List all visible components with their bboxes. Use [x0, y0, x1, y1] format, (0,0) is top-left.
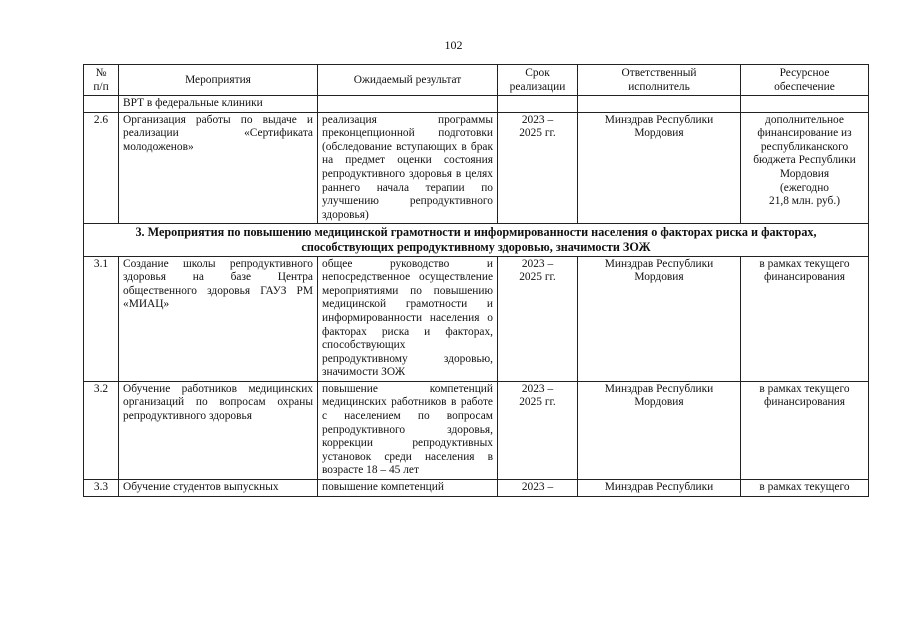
cell-resource: в рамках текущего финансирования [741, 381, 869, 479]
cell-activity: Создание школы репродуктивного здоровья на базе Центра общественного здоровья ГАУЗ РМ «МИАЦ» [119, 256, 318, 381]
cell-activity: ВРТ в федеральные клиники [119, 96, 318, 113]
page-number: 102 [444, 38, 463, 52]
header-executor: Ответственный исполнитель [578, 65, 741, 96]
cell-executor: Минздрав Республики Мордовия [578, 112, 741, 224]
cell-executor [578, 96, 741, 113]
table-row [84, 381, 869, 479]
cell-term: 2023 – 2025 гг. [498, 381, 578, 479]
header-resource: Ресурсное обеспечение [741, 65, 869, 96]
cell-number [84, 96, 119, 113]
cell-term: 2023 – [498, 480, 578, 497]
table-row [84, 256, 869, 381]
table-row [84, 480, 869, 497]
measures-table [83, 64, 869, 497]
cell-result: реализация программы преконцепционной подготовки (обследование вступающих в брак на предмет оценки состояния репродуктивного здоровья в целях раннего начала терапии по улучшению репродуктивного здоровья) [318, 112, 498, 224]
cell-number: 2.6 [84, 112, 119, 224]
cell-resource: в рамках текущего финансирования [741, 256, 869, 381]
header-activity: Мероприятия [119, 65, 318, 96]
cell-result: общее руководство и непосредственное осуществление мероприятиями по повышению медицинской грамотности и информированности населения о факторах риска и факторах, способствующих репродуктивному здоровью, значимости ЗОЖ [318, 256, 498, 381]
cell-resource [741, 96, 869, 113]
header-result: Ожидаемый результат [318, 65, 498, 96]
cell-number: 3.2 [84, 381, 119, 479]
cell-resource: дополнительное финансирование из республиканского бюджета Республики Мордовия (ежегодно 21,8 млн. руб.) [741, 112, 869, 224]
cell-executor: Минздрав Республики Мордовия [578, 381, 741, 479]
cell-result: повышение компетенций медицинских работников в работе с населением по вопросам репродуктивного здоровья, коррекции репродуктивных установок среди населения в возрасте 18 – 45 лет [318, 381, 498, 479]
cell-activity: Организация работы по выдаче и реализации «Сертификата молодоженов» [119, 112, 318, 224]
section-heading: 3. Мероприятия по повышению медицинской грамотности и информированности населения о факторах риска и факторах, способствующих репродуктивному здоровью, значимости ЗОЖ [84, 224, 869, 256]
cell-result: повышение компетенций [318, 480, 498, 497]
cell-executor: Минздрав Республики [578, 480, 741, 497]
cell-number: 3.3 [84, 480, 119, 497]
table-header-row [84, 65, 869, 96]
section-row [84, 224, 869, 256]
cell-term [498, 96, 578, 113]
table-row [84, 96, 869, 113]
cell-resource: в рамках текущего [741, 480, 869, 497]
header-term: Срок реализации [498, 65, 578, 96]
cell-activity: Обучение студентов выпускных [119, 480, 318, 497]
table-row [84, 112, 869, 224]
header-number: № п/п [84, 65, 119, 96]
cell-term: 2023 – 2025 гг. [498, 112, 578, 224]
cell-number: 3.1 [84, 256, 119, 381]
cell-executor: Минздрав Республики Мордовия [578, 256, 741, 381]
cell-activity: Обучение работников медицинских организаций по вопросам охраны репродуктивного здоровья [119, 381, 318, 479]
cell-term: 2023 – 2025 гг. [498, 256, 578, 381]
cell-result [318, 96, 498, 113]
